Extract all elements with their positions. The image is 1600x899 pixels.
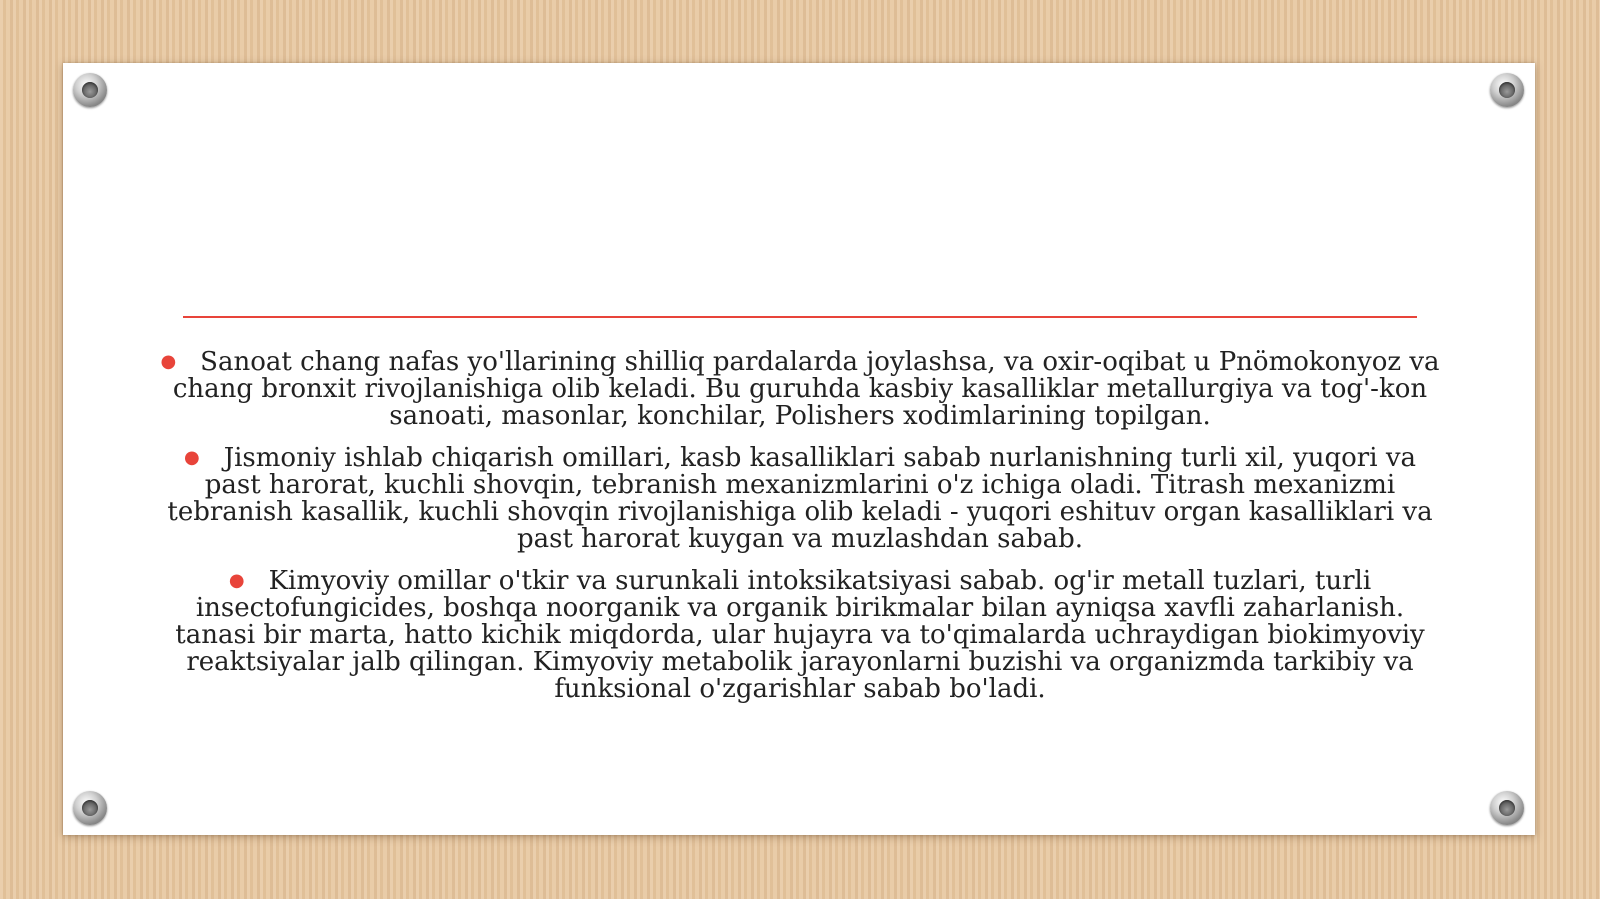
list-item (160, 348, 1440, 430)
bullet-dot-icon: ● (160, 351, 177, 372)
slide-body (160, 348, 1440, 717)
grommet-icon (1490, 73, 1524, 107)
title-divider (183, 316, 1417, 318)
bullet-text: Jismoniy ishlab chiqarish omillari, kasb kasalliklari sabab nurlanishning turli xil, yuqori va past harorat, kuchli shovqin, tebranish mexanizmlarini o'z ichiga oladi. Titrash mexanizmi tebranish kasallik, kuchli shovqin rivojlanishiga olib keladi - yuqori eshituv organ kasalliklari va past harorat kuygan va muzlashdan sabab. (167, 443, 1433, 554)
bullet-dot-icon: ● (228, 570, 245, 591)
bullet-list (160, 348, 1440, 703)
grommet-icon (73, 791, 107, 825)
grommet-icon (73, 73, 107, 107)
grommet-icon (1490, 791, 1524, 825)
bullet-dot-icon: ● (183, 447, 200, 468)
bullet-text: Kimyoviy omillar o'tkir va surunkali intoksikatsiyasi sabab. og'ir metall tuzlari, turli insectofungicides, boshqa noorganik va organik birikmalar bilan ayniqsa xavfli zaharlanish. tanasi bir marta, hatto kichik miqdorda, ular hujayra va to'qimalarda uchraydigan biokimyoviy reaktsiyalar jalb qilingan. Kimyoviy metabolik jarayonlarni buzishi va organizmda tarkibiy va funksional o'zgarishlar sabab bo'ladi. (175, 566, 1425, 704)
list-item (160, 567, 1440, 703)
bullet-text: Sanoat chang nafas yo'llarining shilliq pardalarda joylashsa, va oxir-oqibat u Pnömokonyoz va chang bronxit rivojlanishiga olib keladi. Bu guruhda kasbiy kasalliklar metallurgiya va tog'-kon sanoati, masonlar, konchilar, Polishers xodimlarining topilgan. (172, 347, 1440, 431)
list-item (160, 444, 1440, 553)
